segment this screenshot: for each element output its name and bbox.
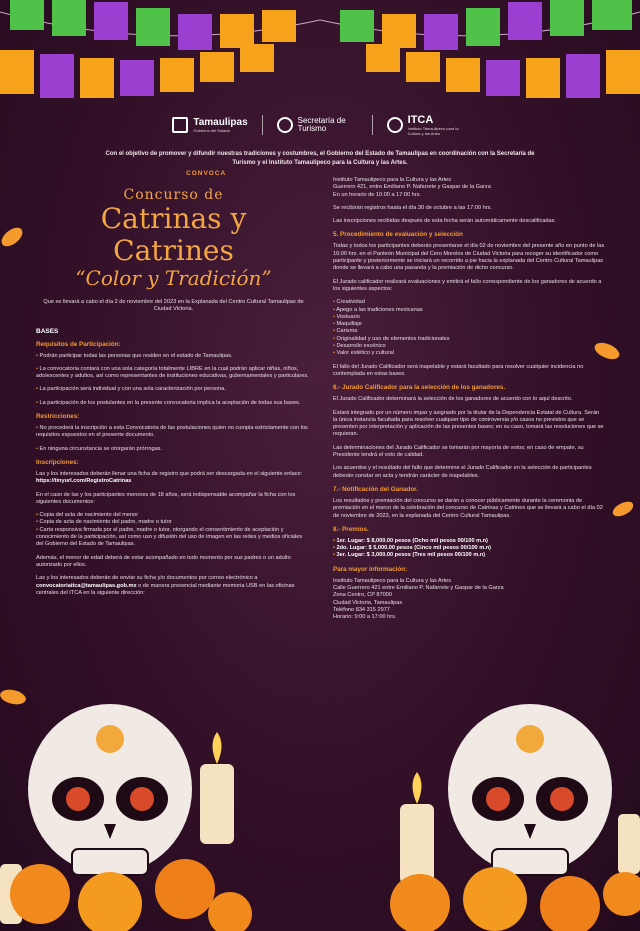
- prize-item: • 1er. Lugar: $ 8,000.00 pesos (Ocho mil pesos 00/100 m.n): [333, 538, 605, 545]
- documentos-list: [36, 512, 311, 548]
- contact-email-link[interactable]: convocatoriaitca@tamaulipas.gob.mx: [36, 582, 137, 589]
- bases-heading: BASES: [36, 327, 59, 335]
- tamaulipas-logo: Tamaulipas Gobierno del Estado: [172, 117, 247, 133]
- list-item: • Maquillaje: [333, 321, 605, 328]
- address-line: Guerrero 421, entre Emiliano P. Nafarrete y Gaspar de la Garza: [333, 184, 491, 191]
- section-5-heading: 5. Procedimiento de evaluación y selección: [333, 231, 463, 239]
- acompanamiento-text: Además, el menor de edad deberá de estar acompañado en todo momento por sus padres o un adulto autorizado por ellos.: [36, 554, 291, 568]
- logo-divider: [262, 115, 263, 135]
- section-6-text: Los acuerdos y el resultado del fallo que determine el Jurado Calificador en la selección de participantes deberán constar en acta y tendrán carácter de inapelables.: [333, 465, 592, 479]
- inscripciones-text: Las y los interesados deberán llenar una ficha de registro que podrá ser descargada en el siguiente enlace:: [36, 470, 303, 477]
- section-6-text: Las determinaciones del Jurado Calificador se tomarán por mayoría de votos; en caso de empate, su Presidente tendrá el voto de calidad.: [333, 444, 584, 459]
- section-8-heading: 8.- Premios.: [333, 525, 369, 533]
- section-6-text: El Jurado Calificador determinará la selección de los ganadores de acuerdo con lo aquí descrito.: [333, 396, 573, 403]
- list-item: • La participación será individual y con una sola caracterización por persona.: [36, 386, 311, 393]
- marigold-petal-decoration: [0, 225, 26, 249]
- prizes-list: [333, 538, 605, 560]
- sponsor-logos: [0, 112, 640, 138]
- secretaria-turismo-logo: Secretaría de Turismo: [277, 117, 358, 133]
- list-item: • La convocatoria contará con una sola categoría totalmente LIBRE en la cual podrán aplicar niñas, niños, adolescentes y adultos, así como representantes de instituciones educativas, gubernamentales y particulares.: [36, 366, 311, 381]
- info-line: Instituto Tamaulipeco para la Cultura y las Artes: [333, 577, 452, 584]
- requisitos-list: [36, 353, 311, 407]
- intro-text: Con el objetivo de promover y difundir nuestras tradiciones y costumbres, el Gobierno del Estado de Tamaulipas en coordinación con la Secretaría de Turismo y el Instituto Tamaulipeco para la Cultura y las Artes.: [105, 151, 535, 166]
- registro-link[interactable]: https://tinyurl.com/RegistroCatrinas: [36, 478, 132, 485]
- requisitos-heading: Requisitos de Participación:: [36, 340, 121, 348]
- section-6-text: Estará integrado por un número impar y asignado por la titular de la Dependencia Estatal de Cultura. Serán la única instancia facultada para resolver cualquier tipo de controversia y/o casos no previstos que se presenten por interpretación y aplicación de las presentes bases; en su caso, tomará las resoluciones que se requieran.: [333, 409, 604, 438]
- address-line: Instituto Tamaulipeco para la Cultura y las Artes: [333, 177, 452, 183]
- info-line: Zona Centro, CP 87000: [333, 592, 392, 599]
- criteria-list: [333, 299, 605, 357]
- menores-text: En el caso de las y los participantes menores de 18 años, será indispensable acompañar la ficha con los siguientes documentos:: [36, 491, 296, 505]
- sugar-skull-right-illustration: [380, 694, 640, 931]
- title-line-2: Catrinas y Catrines: [100, 202, 247, 267]
- info-line: Horario: 9:00 a 17:00 hrs.: [333, 614, 397, 621]
- right-column: [333, 177, 605, 621]
- list-item: • Copia de acta de nacimiento del padre, madre o tutor: [36, 519, 311, 526]
- marigold-petal-decoration: [611, 500, 636, 519]
- section-6-heading: 6.- Jurado Calificador para la selección de los ganadores.: [333, 384, 506, 392]
- list-item: • Vestuario: [333, 314, 605, 321]
- contest-title: [36, 187, 311, 289]
- info-heading: Para mayor información:: [333, 565, 408, 573]
- restricciones-list: [36, 425, 311, 453]
- list-item: • Desarrollo escénico: [333, 343, 605, 350]
- deadline-text: Se recibirán registros hasta el día 30 de octubre a las 17:00 hrs.: [333, 204, 492, 211]
- list-item: • Carta responsiva firmada por el padre, madre o tutor, otorgando el consentimiento de aceptación y conocimiento de la participación, así como uso y difusión del uso de imagen en las redes y medios oficiales del Gobierno del Estado de Tamaulipas.: [36, 527, 311, 549]
- list-item: • En ninguna circunstancia se otorgarán prórrogas.: [36, 446, 311, 453]
- info-line: Ciudad Victoria, Tamaulipas: [333, 599, 403, 606]
- papel-picado-left: [0, 0, 320, 98]
- info-line: Teléfono 834 315 2977: [333, 606, 390, 613]
- sugar-skull-left-illustration: [0, 694, 260, 931]
- title-line-1: Concurso de: [123, 187, 224, 203]
- section-5-text: El fallo del Jurado Calificador será inapelable y estará facultado para resolver cualquier incidencia no contemplada en estas bases.: [333, 363, 584, 377]
- list-item: • Carisma: [333, 328, 605, 335]
- tamaulipas-logo-icon: [172, 117, 188, 133]
- list-item: • No procederá la inscripción a esta Convocatoria de las postulaciones quien no cumpla estrictamente con los requisitos expuestos en el presente documento.: [36, 425, 311, 440]
- prize-item: • 2do. Lugar: $ 5,000.00 pesos (Cinco mil pesos 00/100 m.n): [333, 545, 605, 552]
- section-7-text: Los resultados y premiación del concurso se darán a conocer públicamente durante la ceremonia de premiación en el marco de la celebración del concurso de Catrinas y Catrines que se llevará a cabo el día 02 de noviembre de 2023, en la explanada del Centro Cultural Tamaulipas.: [333, 497, 603, 519]
- envio-text: Las y los interesados deberán de enviar su ficha y/o documentos por correo electrónico a convocatoriaitca@tamaulipas.gob.mx o de manera presencial mediante memoria USB en las oficinas centrales del ITCA en la siguiente dirección:: [36, 575, 295, 596]
- list-item: • Copia del acta de nacimiento del menor: [36, 512, 311, 519]
- itca-logo: ITCA Instituto Tamaulipeco para la Cultura y las Artes: [387, 114, 468, 136]
- list-item: • Valor estético y cultural: [333, 350, 605, 357]
- late-text: Las inscripciones recibidas después de esta fecha serán automáticamente descalificadas.: [333, 218, 556, 225]
- logo-divider: [372, 115, 373, 135]
- list-item: • Apego a las tradiciones mexicanas: [333, 307, 605, 314]
- prize-item: • 3er. Lugar: $ 3,000.00 pesos (Tres mil pesos 00/100 m.n): [333, 552, 605, 559]
- address-line: En un horario de 10:00 a 17:00 hrs.: [333, 191, 422, 198]
- left-column: [36, 170, 311, 597]
- itca-logo-icon: [387, 117, 403, 133]
- convoca-label: CONVOCA: [186, 170, 227, 177]
- list-item: • La participación de los postulantes en la presente convocatoria implica la aceptación de todas sus bases.: [36, 400, 311, 407]
- info-line: Calle Guerrero 421 entre Emiliano P. Nafarrete y Gaspar de la Garza: [333, 584, 504, 591]
- title-line-3: “Color y Tradición”: [75, 266, 272, 290]
- event-lede: Que se llevará a cabo el día 2 de noviembre del 2023 en la Explanada del Centro Cultural Tamaulipas de Ciudad Victoria.: [43, 299, 304, 313]
- section-5-text: Todas y todos los participantes deberán presentarse el día 02 de noviembre del presente año en punto de las 16:00 hrs. en el Panteón Municipal del Cero Morelos de Ciudad Victoria para recoger su identificador como participante y posteriormente se iniciará un recorrido a pie hacia la explanada del Centro Cultural Tamaulipas donde se llevará a cabo una pasarela y la premiación de dicho concurso.: [333, 243, 605, 272]
- inscripciones-heading: Inscripciones:: [36, 458, 79, 466]
- section-5-text: El Jurado calificador realizará evaluaciones y emitirá el fallo correspondiente de los ganadores de acuerdo a los siguientes aspectos:: [333, 278, 602, 292]
- list-item: • Originalidad y uso de elementos tradicionales: [333, 336, 605, 343]
- list-item: • Creatividad: [333, 299, 605, 306]
- secretaria-turismo-icon: [277, 117, 293, 133]
- restricciones-heading: Restricciones:: [36, 413, 80, 421]
- papel-picado-right: [320, 0, 640, 98]
- papel-picado-banner: [0, 0, 640, 110]
- section-7-heading: 7.- Notificación del Ganador.: [333, 485, 419, 493]
- list-item: • Podrán participar todas las personas que residen en el estado de Tamaulipas.: [36, 353, 311, 360]
